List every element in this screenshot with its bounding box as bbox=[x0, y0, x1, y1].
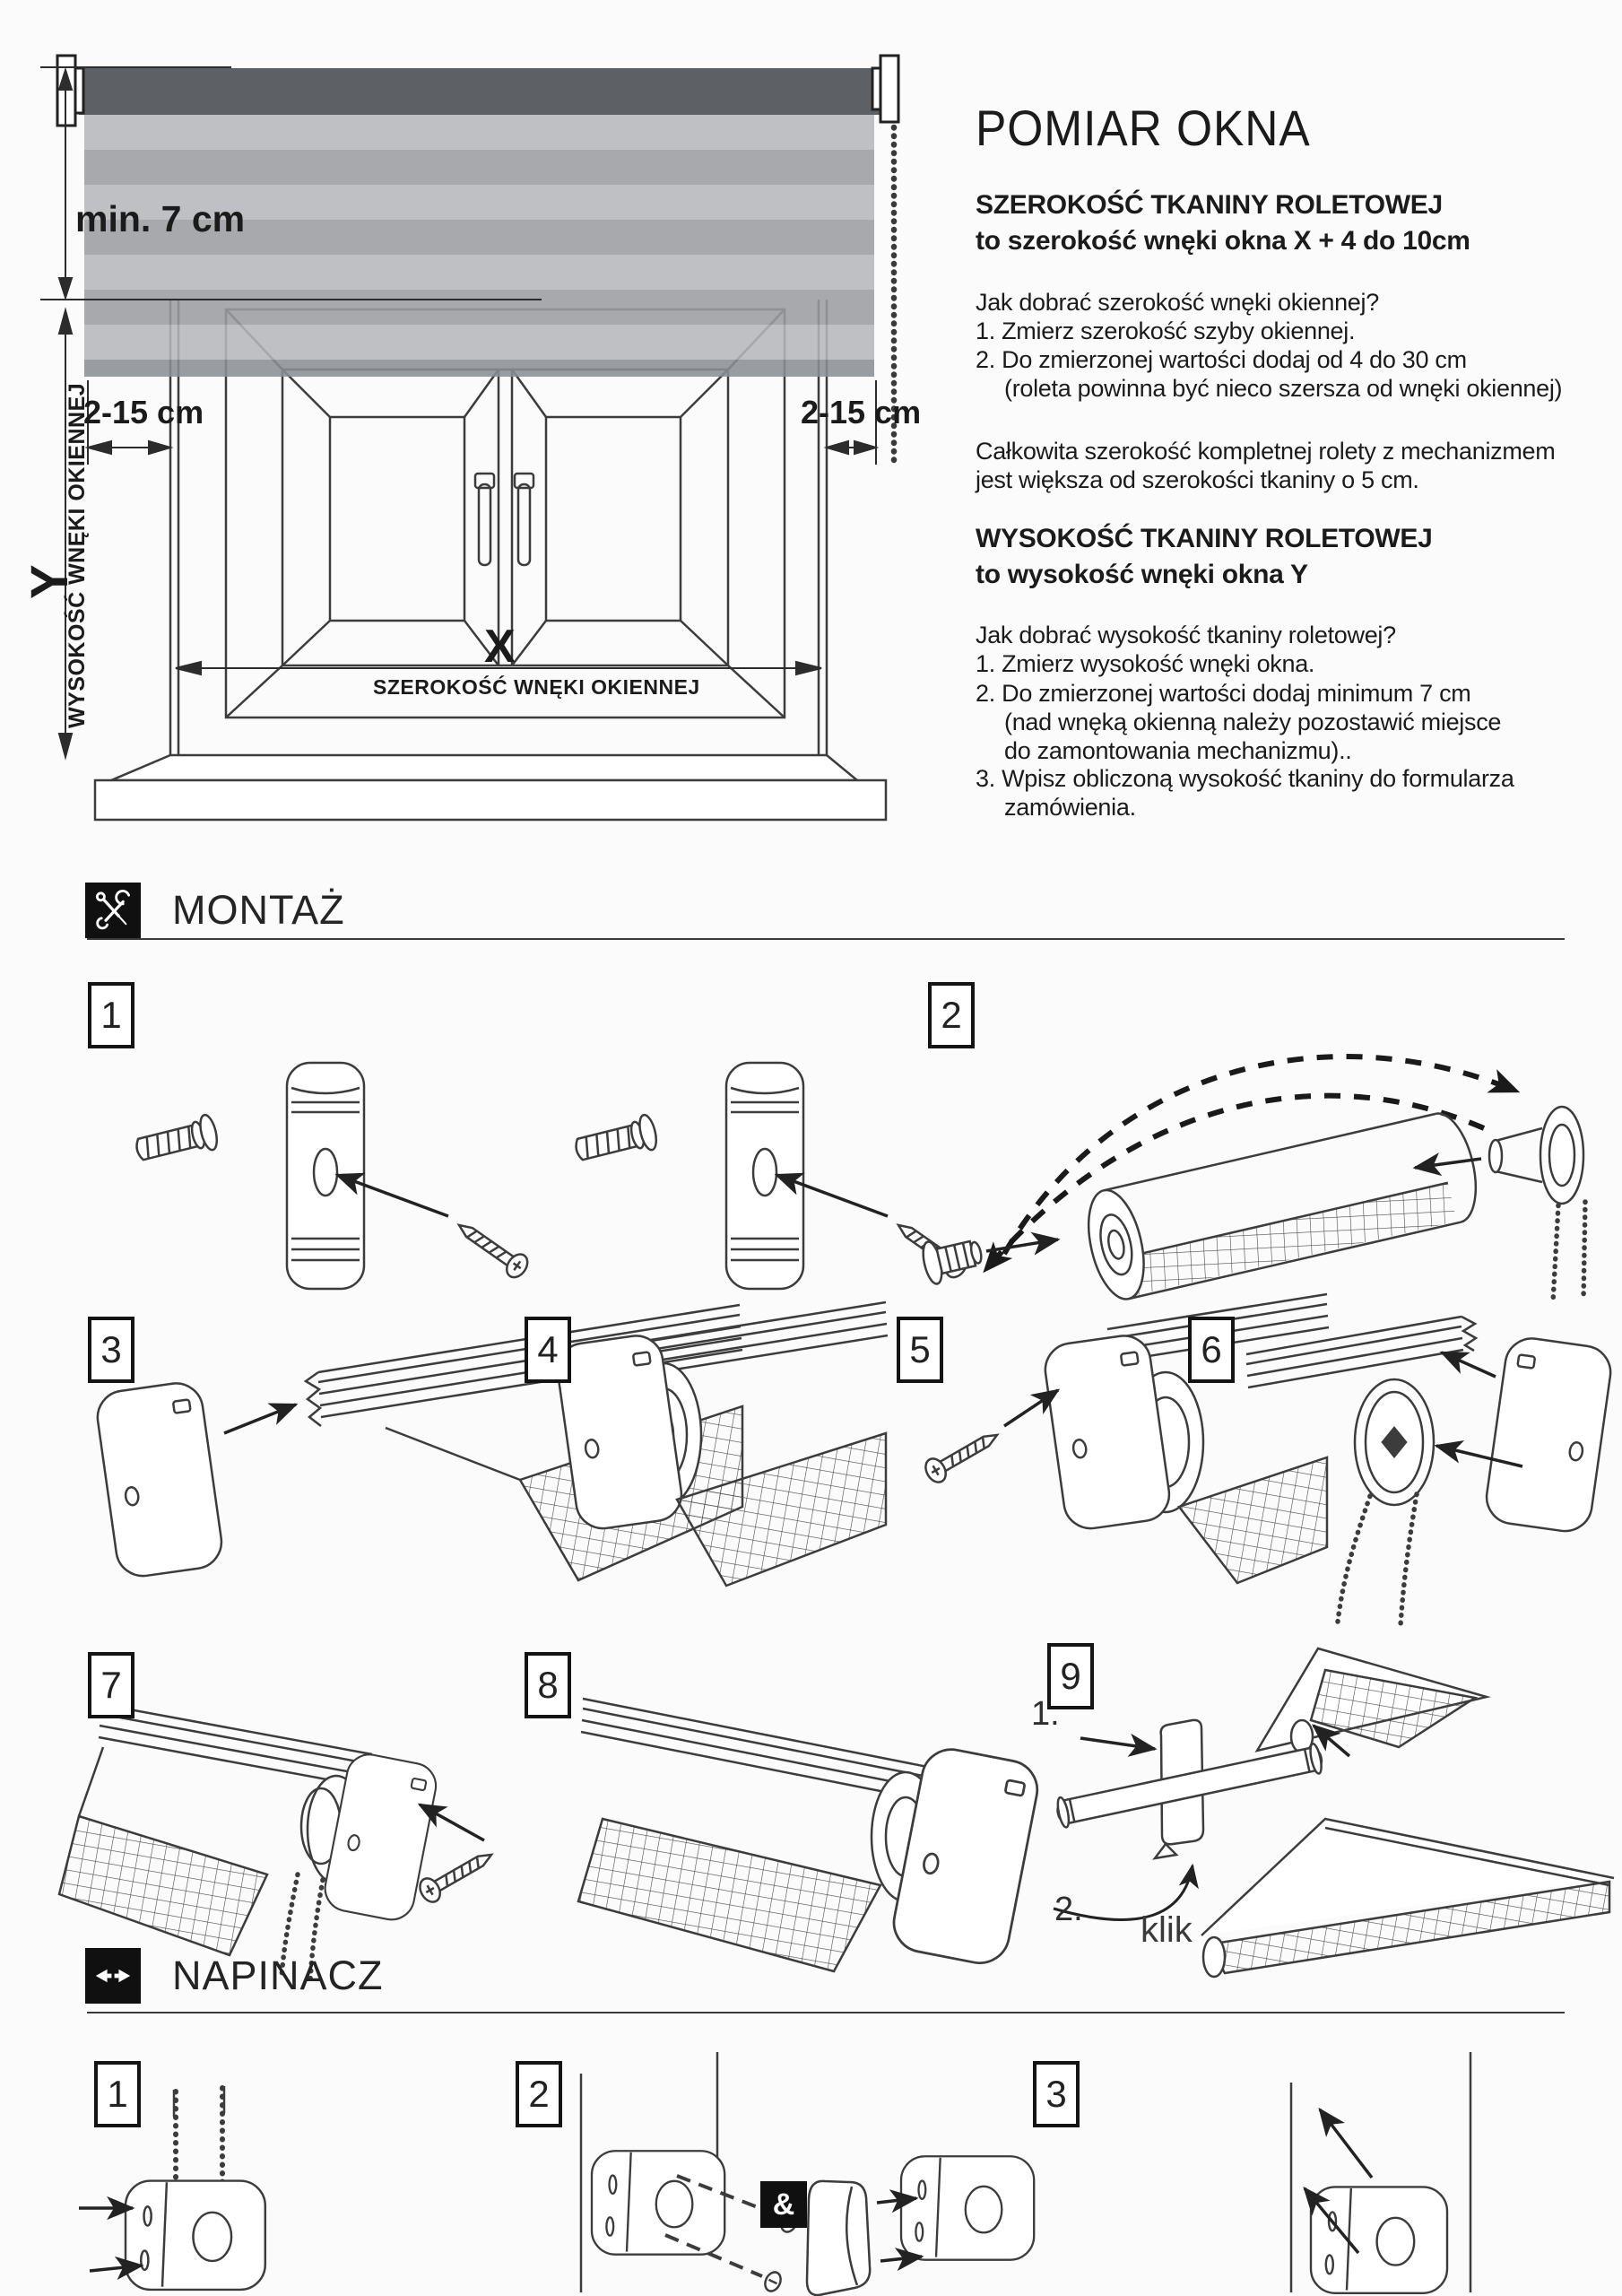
gap-right-label: 2-15 cm bbox=[801, 394, 922, 430]
step-number-4: 4 bbox=[525, 1317, 571, 1383]
fig8-klik-label: klik bbox=[1141, 1910, 1193, 1950]
step-number-6: 6 bbox=[1188, 1317, 1235, 1383]
height-step-3-cont: zamówienia. bbox=[1004, 794, 1136, 821]
figure-tension-2 bbox=[581, 2052, 1034, 2295]
tension-step-number-1: 1 bbox=[94, 2061, 141, 2127]
tools-icon bbox=[85, 883, 141, 938]
x-letter: X bbox=[484, 621, 516, 673]
step-number-1: 1 bbox=[88, 982, 134, 1048]
roller-blind-fabric bbox=[84, 115, 874, 377]
figure-tension-3 bbox=[1291, 2052, 1470, 2293]
montaz-title: MONTAŻ bbox=[172, 887, 345, 933]
figure-step-1 bbox=[133, 1063, 971, 1289]
step-number-7: 7 bbox=[88, 1652, 134, 1718]
height-heading-1: WYSOKOŚĆ TKANINY ROLETOWEJ bbox=[976, 524, 1433, 553]
height-step-2-note-2: do zamontowania mechanizmu).. bbox=[1004, 737, 1352, 764]
tension-step-number-2: 2 bbox=[516, 2061, 562, 2127]
napinacz-title: NAPINACZ bbox=[172, 1952, 384, 1998]
window-drawing bbox=[95, 300, 886, 820]
height-step-2-note-1: (nad wnęką okienną należy pozostawić miejsce bbox=[1004, 709, 1502, 735]
gap-left-label: 2-15 cm bbox=[83, 394, 204, 430]
step-number-5: 5 bbox=[897, 1317, 943, 1383]
step-number-8: 8 bbox=[525, 1652, 571, 1718]
tension-step-number-3: 3 bbox=[1033, 2061, 1080, 2127]
width-step-2-note: (roleta powinna być nieco szersza od wnęki okiennej) bbox=[1004, 375, 1563, 402]
fig8-label-2: 2. bbox=[1054, 1891, 1083, 1928]
step-number-9: 9 bbox=[1047, 1643, 1094, 1709]
width-note-1: Całkowita szerokość kompletnej rolety z mechanizmem bbox=[976, 438, 1556, 465]
width-heading-1: SZEROKOŚĆ TKANINY ROLETOWEJ bbox=[976, 190, 1443, 220]
joiner-badge: & bbox=[760, 2181, 807, 2228]
height-step-1: 1. Zmierz wysokość wnęki okna. bbox=[976, 650, 1315, 677]
width-note-2: jest większa od szerokości tkaniny o 5 cm. bbox=[976, 466, 1419, 493]
y-caption: WYSOKOŚĆ WNĘKI OKIENNEJ bbox=[65, 382, 90, 728]
height-step-2: 2. Do zmierzonej wartości dodaj minimum 7 cm bbox=[976, 680, 1471, 707]
arrows-left-right-icon bbox=[85, 1948, 141, 2004]
figure-step-7 bbox=[59, 1704, 498, 1980]
width-heading-2: to szerokość wnęki okna X + 4 do 10cm bbox=[976, 226, 1470, 256]
figure-step-2 bbox=[920, 1057, 1585, 1304]
x-caption: SZEROKOŚĆ WNĘKI OKIENNEJ bbox=[373, 675, 700, 699]
figure-step-5 bbox=[922, 1294, 1329, 1583]
min7-label: min. 7 cm bbox=[75, 198, 246, 239]
napinacz-rule bbox=[87, 2012, 1565, 2013]
width-step-2: 2. Do zmierzonej wartości dodaj od 4 do 30 cm bbox=[976, 346, 1467, 373]
fig8-label-1: 1. bbox=[1031, 1695, 1060, 1733]
page-title: POMIAR OKNA bbox=[976, 100, 1311, 156]
y-letter: Y bbox=[21, 564, 79, 599]
width-intro: Jak dobrać szerokość wnęki okiennej? bbox=[976, 289, 1379, 316]
step-number-2: 2 bbox=[928, 982, 975, 1048]
height-heading-2: to wysokość wnęki okna Y bbox=[976, 560, 1308, 589]
step-number-3: 3 bbox=[88, 1317, 134, 1383]
montaz-rule bbox=[87, 938, 1565, 940]
height-intro: Jak dobrać wysokość tkaniny roletowej? bbox=[976, 622, 1396, 648]
height-step-3: 3. Wpisz obliczoną wysokość tkaniny do formularza bbox=[976, 765, 1514, 792]
width-step-1: 1. Zmierz szerokość szyby okiennej. bbox=[976, 317, 1356, 344]
figure-step-8 bbox=[578, 1699, 1203, 1971]
figure-step-9 bbox=[1054, 1648, 1614, 1977]
